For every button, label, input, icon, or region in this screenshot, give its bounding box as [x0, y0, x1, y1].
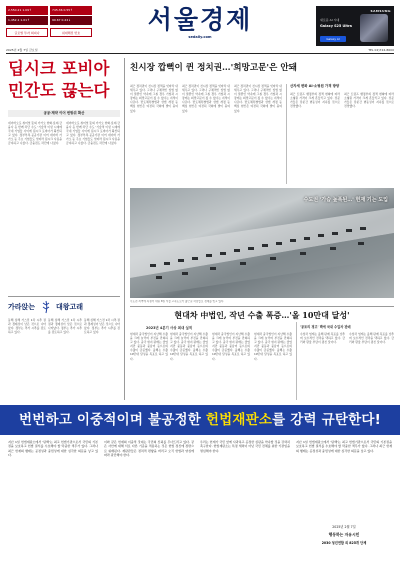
traffic-photo: [130, 188, 394, 298]
export-headline: 현대차 中법인, 작년 수출 폭증…'올 10만대 달성': [174, 310, 350, 320]
column-title: [8, 300, 120, 314]
export-body-col2: 현대차 중국법인이 지난해 수출을 크게 늘리며 부진을 만회하고 있다. 중국 현지 판매는 줄었지만 중동과 중남미 등으로의 수출이 급증했다. 올해는 수출 10만대 달성을 목표로 하고 있다.: [170, 332, 208, 361]
statement-date: 2025년 2월 7일: [332, 525, 356, 529]
statement-col4: 지난 1일 헌법재판소에서 '탄핵'는 최고 헌법기관으로서 국민의 기본권을 보호하고 헌법 질서를 수호해야 할 막중한 책무가 있다. 그러나 최근 헌재의 행태는 공정성과 중립성에 대한 심각한 의문을 낳고 있다.: [296, 440, 392, 453]
photo-caption: 수도권 지역에 폭설이 내린 6일 서울 고속도로가 출근길 차량들로 정체를 빚고 있다.: [130, 300, 225, 303]
column-body-col1: 동해 심해 가스전 1차 시추 결과 경제성이 낮은 것으로 나타났다. 정부는 추가 시추를 검토하고 있다.: [8, 318, 46, 335]
photo-overlay-caption: 수도권 '가슴 높폭된…' 현재 기는 도입: [303, 197, 388, 203]
lead-headline-line1: 딥시크 포비아: [8, 59, 110, 78]
ad-phone-image: [360, 14, 388, 42]
ad-line2: Galaxy S25 Ultra: [320, 24, 352, 28]
column-title-a: 가라앉는: [8, 302, 36, 311]
ad-badge: Galaxy AI: [320, 36, 346, 42]
export-body-col1: 현대차 중국법인이 지난해 수출을 크게 늘리며 부진을 만회하고 있다. 중국 현지 판매는 줄었지만 중동과 중남미 등으로의 수출이 급증했다. 올해는 수출 10만대 달성을 목표로 하고 있다.: [130, 332, 168, 361]
export-body-col4: 현대차 중국법인이 지난해 수출을 크게 늘리며 부진을 만회하고 있다. 중국 현지 판매는 줄었지만 중동과 중남미 등으로의 수출이 급증했다. 올해는 수출 10만대 달성을 목표로 하고 있다.: [254, 332, 292, 361]
lead-headline-line2: 민간도 끊는다: [8, 81, 110, 100]
statement-banner-text: [6, 408, 394, 432]
lead-headline: [8, 58, 120, 102]
ad-brand: SAMSUNG: [370, 9, 391, 13]
column-title-b: 대왕고래: [55, 302, 83, 311]
traffic-photo-graphic: [130, 188, 394, 298]
statement-col2: 이와 같은 헌재의 이중적 잣대는 국민의 신뢰를 무너뜨리고 있다. 같은 사안에 대해 서로 다른 기준을 적용하는 것은 헌법 정신에 정면으로 위배된다. 재판관들은 정치적 편향을 버리고 오직 헌법과 양심에 따라 판단해야 한다.: [104, 440, 194, 458]
index-item: 1,452.1 1.01↑: [6, 16, 48, 25]
statement-col1: 지난 1일 헌법재판소에서 '탄핵'는 최고 헌법기관으로서 국민의 기본권을 보호하고 헌법 질서를 수호해야 할 막중한 책무가 있다. 그러나 최근 헌재의 행태는 공정성과 중립성에 대한 심각한 의문을 낳고 있다.: [8, 440, 98, 458]
mid-small-body-col1: 수입차 업계는 올해 판매 목표를 낮추며 보수적인 전략을 택하고 있다. 금리와 환율 부담이 겹친 탓이다.: [300, 332, 345, 345]
banner-part3: 를 강력 규탄한다!: [272, 412, 381, 428]
second-body-col3: 최근 정치권이 친시장 정책을 잇따라 내세우고 있다. 그러나 구체적인 입법 없이 말뿐인 약속에 그칠 경우 기업과 시장에는 희망고문이 될 수 있다는 지적이 나온다. 반도체특별법과 상법 개정 등 핵심 현안은 여전히 국회에 발이 묶여 있다.: [234, 84, 282, 113]
ad-line1: 새로운 AI 시대: [320, 18, 340, 22]
second-headline: 친시장 깝뻑이 퀸 정치권…'희망고문'은 안돼: [130, 63, 297, 73]
column-body-col2: 동해 심해 가스전 1차 시추 결과 경제성이 낮은 것으로 나타났다. 정부는 추가 시추를 검토하고 있다.: [48, 318, 82, 335]
dateline-contact: TEL 02)724-8600: [368, 48, 394, 52]
masthead-title: 서울경제: [147, 5, 253, 34]
second-body-col2: 최근 정치권이 친시장 정책을 잇따라 내세우고 있다. 그러나 구체적인 입법 없이 말뿐인 약속에 그칠 경우 기업과 시장에는 희망고문이 될 수 있다는 지적이 나온다. 반도체특별법과 상법 개정 등 핵심 현안은 여전히 국회에 발이 묶여 있다.: [182, 84, 230, 113]
side-divider: [286, 84, 287, 184]
lead-body-col2: 네이버오포 취미엇 뜻외 카카오 한화·롯데·금융사 등 함께 차단 수도 '기술적 이낸 시대에 국내 기업들 사이에 딥시크 포비아가 확산되고 있다. 정부부처·공공기관 이어 네이버 카카오 등 주요 기업들도 잇따라 딥시크 사용을 금지하고 나섰다. 금융권도 차단에 나섰다.: [66, 121, 120, 146]
column-body-col3: 동해 심해 가스전 1차 시추 결과 경제성이 낮은 것으로 나타났다. 정부는 추가 시추를 검토하고 있다.: [84, 318, 120, 335]
lead-body-col1: 네이버오포 취미엇 뜻외 카카오 한화·롯데·금융사 등 함께 차단 수도 '기술적 이낸 시대에 국내 기업들 사이에 딥시크 포비아가 확산되고 있다. 정부부처·공공기관 이어 네이버 카카오 등 주요 기업들도 잇따라 딥시크 사용을 금지하고 나섰다. 금융권도 차단에 나섰다.: [8, 121, 62, 146]
mid-small-body-col2: 수입차 업계는 올해 판매 목표를 낮추며 보수적인 전략을 택하고 있다. 금리와 환율 부담이 겹친 탓이다.: [349, 332, 394, 345]
banner-part2: 헌법재판소: [205, 412, 273, 428]
side-headline: 산자세 변화 AI·소형원 가격 방향: [290, 84, 340, 88]
index-item: 2,550.21 1.09↑: [6, 6, 48, 15]
dateline: [6, 48, 394, 52]
side-body-col2: 최근 트럼프 행정부의 정책 변화에 따라 소형원 가격이 크게 흔들리고 있다. 전문가들은 당분간 변동성이 지속될 것으로 전망했다.: [344, 92, 394, 109]
dateline-date: 2025년 2월 7일 금요일: [6, 48, 38, 52]
whale-icon: [38, 300, 54, 314]
export-sub: 2023년 4분기 사상 최대 실적: [146, 326, 192, 330]
second-body-col1: 최근 정치권이 친시장 정책을 잇따라 내세우고 있다. 그러나 구체적인 입법 없이 말뿐인 약속에 그칠 경우 기업과 시장에는 희망고문이 될 수 있다는 지적이 나온다. 반도체특별법과 상법 개정 등 핵심 현안은 여전히 국회에 발이 묶여 있다.: [130, 84, 178, 113]
lead-kicker: 공공·제약 이어 번방위 확산: [8, 110, 120, 117]
section-rule: [8, 296, 120, 297]
statement-signer: 행동하는 자유시민: [328, 532, 360, 537]
section-rule: [130, 306, 394, 307]
masthead-rule: [6, 53, 394, 54]
masthead-url[interactable]: sedaily.com: [188, 35, 212, 39]
index-item: 99.67 0.22↓: [50, 16, 92, 25]
statement-col3: 우리는 헌재가 국민 앞에 사과하고 공정한 심판을 약속할 것을 강력히 촉구한다. 헌법재판소는 특정 세력이 아닌 국민 전체를 위한 기관임을 명심해야 한다.: [200, 440, 290, 453]
statement-signer-sub: 2030 청년연합 외 825개 단체: [321, 541, 367, 545]
top-advertisement[interactable]: [316, 6, 394, 46]
index-link[interactable]: 위대해전 번호: [50, 28, 92, 37]
index-link[interactable]: 글로벌 투자 회피나: [6, 28, 48, 37]
index-item: 745.36 0.55↑: [50, 6, 92, 15]
mid-small-headline: '공포의 경고' 벽에 국내 수입차 판매: [300, 325, 351, 329]
export-body-col3: 현대차 중국법인이 지난해 수출을 크게 늘리며 부진을 만회하고 있다. 중국 현지 판매는 줄었지만 중동과 중남미 등으로의 수출이 급증했다. 올해는 수출 10만대 달성을 목표로 하고 있다.: [212, 332, 250, 361]
side-divider: [296, 322, 297, 400]
side-body-col1: 최근 트럼프 행정부의 정책 변화에 따라 소형원 가격이 크게 흔들리고 있다. 전문가들은 당분간 변동성이 지속될 것으로 전망했다.: [290, 92, 340, 109]
banner-part1: 번번하고 이중적이며 불공정한: [19, 412, 206, 428]
market-index-box: [6, 6, 92, 46]
column-divider: [124, 58, 125, 400]
